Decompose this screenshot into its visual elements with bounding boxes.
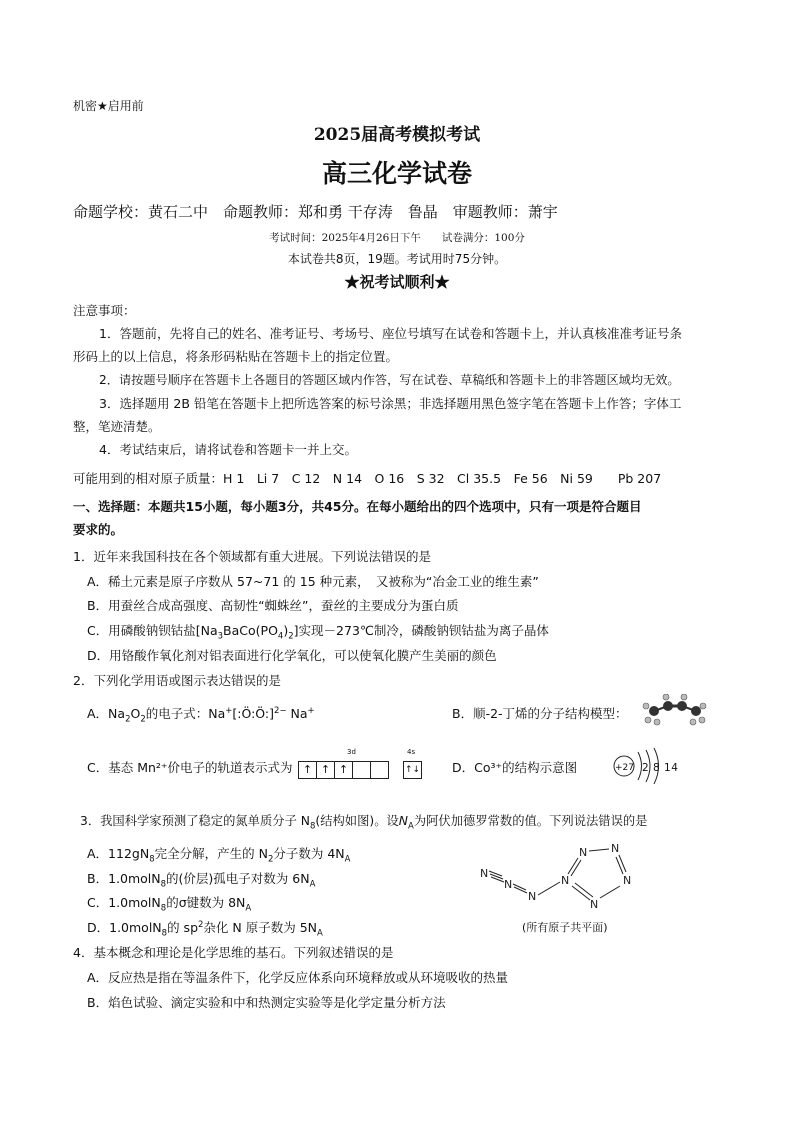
q3-option-b [87, 871, 316, 890]
q3-c-text-2: 的σ键数为 8N [166, 895, 246, 910]
q2-option-b: B．顺-2-丁烯的分子结构模型： [452, 706, 628, 721]
svg-text:N: N [528, 890, 537, 903]
q3-option-d [87, 919, 323, 939]
q2-a-text-4: Na [286, 706, 308, 721]
section-heading-line1: 一、选择题：本题共15小题，每小题3分，共45分。在每小题给出的四个选项中，只有一项是符合题目 [73, 499, 642, 514]
section-heading-line2: 要求的。 [73, 522, 124, 537]
svg-text:N: N [623, 874, 632, 887]
q3-a-sub-a: A [344, 854, 351, 865]
svg-text:N: N [579, 846, 588, 859]
q3-b-sub-8: 8 [160, 879, 167, 890]
q4-option-a: A．反应热是指在等温条件下，化学反应体系向环境释放或从环境吸收的热量 [87, 970, 509, 985]
co3-nucleus-charge: +27 [615, 763, 634, 773]
q3-d-sup-2: 2 [198, 919, 204, 930]
q2-a-text-2: O [130, 706, 141, 721]
q1-option-d: D．用铬酸作氧化剂对铝表面进行化学氧化，可以使氧化膜产生美丽的颜色 [87, 648, 497, 663]
q2-a-text-1: A．Na [87, 706, 126, 721]
orbital-4s-box [403, 761, 422, 779]
q3-d-text-3: 杂化 N 原子数为 5N [203, 920, 317, 935]
q3-d-text-2: 的 sp [167, 920, 198, 935]
note-3-cont: 整，笔迹清楚。 [73, 419, 161, 434]
q3-c-sub-8: 8 [160, 903, 167, 914]
q3-a-text-3: 分子数为 4N [273, 846, 345, 861]
svg-text:N: N [480, 867, 489, 880]
svg-text:N: N [590, 898, 599, 911]
q3-a-text-1: A．112gN [87, 846, 150, 861]
q3-d-text-1: D．1.0molN [87, 920, 162, 935]
note-1: 1．答题前，先将自己的姓名、准考证号、考场号、座位号填写在试卷和答题卡上，并认真核准准考证号条 [99, 326, 682, 341]
q3-b-text-2: 的(价层)孤电子对数为 6N [166, 871, 310, 886]
q3-option-c [87, 895, 252, 914]
note-3: 3．选择题用 2B 铅笔在答题卡上把所选答案的标号涂黑；非选择题用黑色签字笔在答题卡上作答；字体工 [99, 396, 682, 411]
svg-text:N: N [561, 874, 570, 887]
q2-stem: 2．下列化学用语或图示表达错误的是 [73, 673, 281, 688]
n8-structure-caption: (所有原子共平面) [522, 921, 608, 934]
q3-b-text-1: B．1.0molN [87, 871, 161, 886]
orbital-4s-cell: ↑↓ [404, 765, 421, 775]
orbital-3d-cell-2: ↑ [317, 762, 335, 778]
q3-c-text-1: C．1.0molN [87, 895, 161, 910]
co3-shell-electrons: 2 8 14 [642, 762, 679, 774]
q4-option-b: B．焰色试验、滴定实验和中和热测定实验等是化学定量分析方法 [87, 995, 446, 1010]
q1-c-text-1: C．用磷酸钠钡钴盐[Na [87, 623, 218, 638]
q3-d-sub-a: A [317, 928, 323, 939]
confidential-label: 机密★启用前 [73, 99, 144, 113]
orbital-4s-label: 4s [407, 748, 416, 756]
orbital-3d-cell-3: ↑ [335, 762, 353, 778]
q3-c-sub-a: A [245, 903, 252, 914]
q4-stem: 4．基本概念和理论是化学思维的基石。下列叙述错误的是 [73, 945, 394, 960]
q3-stem-sub-a: A [408, 821, 414, 832]
q1-option-c: C．用磷酸钠钡钴盐$[Na_3BaCo(PO_4)_2]$实现－273℃制冷，磷酸钠钡钴盐为离子晶体 [87, 623, 549, 642]
q3-d-sub-8: 8 [161, 928, 168, 939]
orbital-3d-cell-1: ↑ [299, 762, 317, 778]
q3-a-sub-8: 8 [149, 854, 155, 865]
q3-stem [80, 813, 648, 832]
q2-a-electron-formula: [:Ö:Ö:] [232, 706, 275, 721]
cis-2-butene-model-image [640, 694, 710, 726]
q1-c-text-3: ) [283, 623, 289, 638]
q3-b-sub-a: A [309, 879, 316, 890]
note-4: 4．考试结束后，请将试卷和答题卡一并上交。 [99, 442, 357, 457]
q2-a-text-3: 的电子式：Na [145, 706, 226, 721]
q3-a-text-2: 完全分解，产生的 N [154, 846, 268, 861]
svg-text:N: N [504, 878, 513, 891]
q2-option-c: C．基态 Mn²⁺价电子的轨道表示式为 [87, 760, 293, 775]
svg-text:N: N [611, 842, 620, 855]
note-2: 2．请按题号顺序在答题卡上各题目的答题区域内作答，写在试卷、草稿纸和答题卡上的非答题区域均无效。 [99, 373, 680, 387]
note-1-cont: 形码上的以上信息，将条形码粘贴在答题卡上的指定位置。 [73, 349, 399, 364]
q3-stem-sub-8: 8 [309, 821, 316, 832]
q3-stem-text-3: 为阿伏加德罗常数的值。下列说法错误的是 [413, 814, 648, 828]
exam-name: 2025届高考模拟考试 [313, 125, 481, 145]
orbital-3d-cell-5 [371, 762, 388, 778]
q2-option-d: D．Co³⁺的结构示意图 [452, 760, 578, 775]
q3-stem-text-2: (结构如图)。设 [315, 814, 399, 828]
q2-option-a: A．$Na_2O_2$的电子式：Na+[:Ö:Ö:]$^{2-}$ Na+ [87, 705, 315, 725]
n8-structure-diagram [478, 838, 648, 918]
q1-option-a: A．稀土元素是原子序数从 57~71 的 15 种元素， 又被称为“冶金工业的维生素” [87, 574, 539, 589]
time-score-line: 考试时间：2025年4月26日下午 试卷满分：100分 [269, 232, 525, 244]
q1-c-text-4: ]实现－273℃制冷，磷酸钠钡钴盐为离子晶体 [293, 623, 549, 638]
q3-stem-na: N [398, 814, 408, 828]
orbital-3d-boxes [298, 761, 389, 779]
notes-heading: 注意事项： [73, 303, 136, 318]
good-luck-wish: ★祝考试顺利★ [344, 273, 450, 291]
paper-info: 本试卷共8页，19题。考试用时75分钟。 [287, 252, 507, 266]
q1-option-b: B．用蚕丝合成高强度、高韧性“蜘蛛丝”，蚕丝的主要成分为蛋白质 [87, 598, 459, 613]
q3-option-a [87, 846, 351, 865]
q3-a-sub-2: 2 [267, 854, 274, 865]
orbital-3d-cell-4 [353, 762, 371, 778]
atomic-masses: 可能用到的相对原子质量：H 1 Li 7 C 12 N 14 O 16 S 32 Cl 35.5 Fe 56 Ni 59 Pb 207 [73, 471, 662, 486]
q1-stem: 1．近年来我国科技在各个领域都有重大进展。下列说法错误的是 [73, 549, 431, 564]
orbital-3d-label: 3d [347, 748, 356, 756]
authors-line: 命题学校：黄石二中 命题教师：郑和勇 干存涛 鲁晶 审题教师：萧宇 [73, 203, 558, 221]
q1-c-text-2: BaCo(PO [223, 623, 278, 638]
paper-title: 高三化学试卷 [321, 159, 472, 188]
q3-stem-text-1: 3．我国科学家预测了稳定的氮单质分子 N [80, 814, 310, 828]
